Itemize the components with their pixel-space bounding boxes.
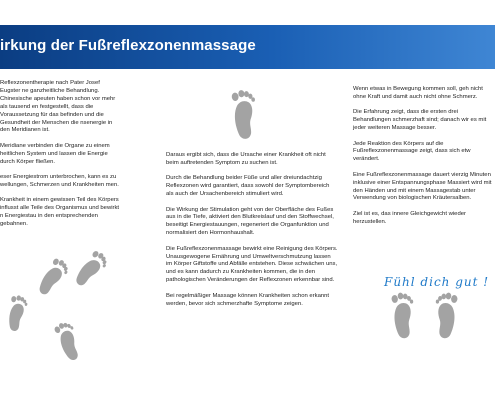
- paragraph: Wenn etwas in Bewegung kommen soll, geh nicht ohne Kraft und damit auch nicht ohne Schmerz.: [353, 86, 483, 100]
- paragraph: Die Wirkung der Stimulation geht von der Oberfläche des Fußes aus in die Tiefe, aktiviert den Blutkreislauf und den Stoffwechsel, beseitigt Energiestauungen, regeneriert die Organfunktion und normalisiert den Hormonhaushalt.: [166, 206, 334, 237]
- footprint-icon: [429, 285, 463, 346]
- page-title: irkung der Fußreflexzonenmassage: [0, 37, 256, 54]
- footprint-icon: [226, 86, 261, 143]
- footprint-icon: [386, 285, 420, 346]
- footprint-icon: [3, 291, 31, 336]
- paragraph: Ziel ist es, das innere Gleichgewicht wieder herzustellen.: [353, 210, 466, 225]
- paragraph: Eine Fußreflexzonenmassage dauert vierzig Minuten inklusive einer Entspannungsphase Massiert wird mit den Händen und mit einem Massagestab unter Verwendung von biologischen Kräutersalben.: [353, 171, 492, 202]
- paragraph: Die Fußreflexzonenmassage bewirkt eine Reinigung des Körpers. Unausgewogene Ernährung und Umweltverschmutzung lassen im Körper Giftstoffe und Abfälle entstehen. Diese schwächen uns, und es kann dadurch zu Krankheiten kommen, die in den pathologischen Veränderungen der Reflexzonen erkennbar sind.: [166, 245, 338, 284]
- text-column-right: [353, 86, 495, 234]
- footprint-icon: [67, 243, 114, 294]
- footprint-icon: [48, 315, 87, 367]
- title-banner: [0, 25, 495, 69]
- paragraph: Durch die Behandlung beider Füße und aller dreiundachtzig Reflexzonen wird garantiert, dass sowohl der Symptombereich als auch der Ursachenbereich stimuliert wird.: [166, 175, 330, 198]
- paragraph: Meridiane verbinden die Organe zu einem heitlichen System und lassen die Energie durch Körper fließen.: [0, 142, 110, 165]
- slogan: Fühl dich gut !: [384, 275, 490, 289]
- text-column-middle: [166, 152, 338, 316]
- text-column-left: [0, 80, 120, 237]
- paragraph: Jede Reaktion des Körpers auf die Fußreflexzonenmassage zeigt, dass sich etw verändert.: [353, 140, 471, 163]
- paragraph: Reflexzonentherapie nach Pater Josef Eugster ne ganzheitliche Behandlung. Chinesische apeuten haben schon vor mehr als tausend en festgestellt, dass die Voraussetzung für das befinden und die Gesundheit der Menschen die nsenergie in den Meridianen ist.: [0, 80, 116, 134]
- paragraph: Daraus ergibt sich, dass die Ursache einer Krankheit oft nicht beim auftretenden Symptom zu suchen ist.: [166, 152, 326, 166]
- paragraph: Krankheit in einem gewissen Teil des Körpers influsst alle Teile des Organismus und bewirkt n Energiestau in den entsprechenden gebahnen.: [0, 197, 120, 228]
- paragraph: Die Erfahrung zeigt, dass die ersten drei Behandlungen schmerzhaft sind; danach wir es mit jeder weiteren Massage besser.: [353, 109, 487, 132]
- paragraph: Bei regelmäßiger Massage können Krankheiten schon erkannt werden, bevor sich schmerzhafte Symptome zeigen.: [166, 292, 330, 307]
- paragraph: eser Energiestrom unterbrochen, kann es zu wellungen, Schmerzen und Krankheiten men.: [0, 174, 119, 188]
